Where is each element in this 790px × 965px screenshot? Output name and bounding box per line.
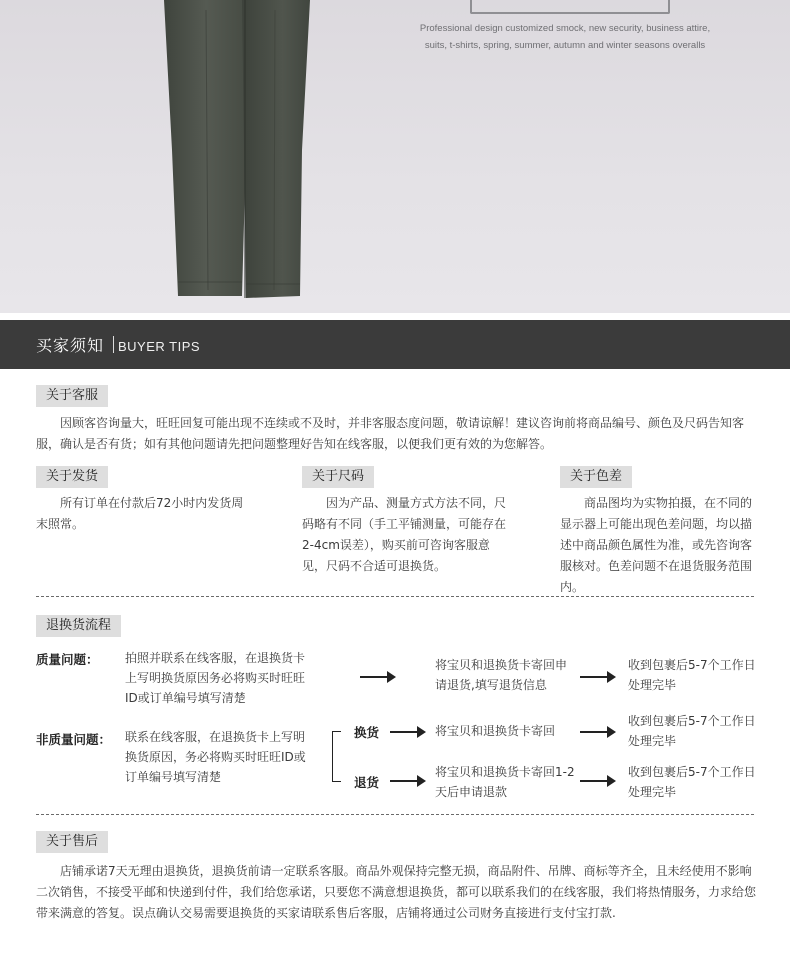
branch-bracket: [332, 731, 341, 782]
arrow-right-icon: [580, 726, 616, 738]
shipping-text: 所有订单在付款后72小时内发货周末照常。: [36, 496, 244, 531]
dashed-divider: [36, 596, 754, 597]
caption-frame: [470, 0, 670, 14]
buyer-tips-banner: [0, 320, 790, 369]
banner-title-cn: 买家须知: [36, 336, 105, 355]
size-text: 因为产品、测量方式方法不同，尺码略有不同（手工平铺测量，可能存在2-4cm误差），购买前可咨询客服意见，尺码不合适可退换货。: [302, 496, 507, 573]
product-photo: [0, 0, 790, 313]
arrow-right-icon: [390, 775, 426, 787]
refund-label: 退货: [354, 775, 380, 790]
banner-title-en: BUYER TIPS: [118, 339, 201, 354]
refund-step2: 将宝贝和退换货卡寄回1-2天后申请退款: [435, 765, 575, 799]
arrow-right-icon: [390, 726, 426, 738]
product-caption: Professional design customized smock, new security, business attire, suits, t-shirts, spring, summer, autumn and winter seasons overalls: [419, 23, 711, 51]
dashed-divider: [36, 814, 754, 815]
customer-service-text: 因顾客咨询量大，旺旺回复可能出现不连续或不及时，并非客服态度问题，敬请谅解！建议咨询前将商品编号、颜色及尺码告知客服，确认是否有货；如有其他问题请先把问题整理好告知在线客服，以便我们更有效的为您解答。: [36, 416, 745, 451]
quality-issue-step3: 收到包裹后5-7个工作日处理完毕: [628, 658, 756, 692]
arrow-right-icon: [580, 775, 616, 787]
quality-issue-label: 质量问题：: [36, 652, 99, 667]
size-tag: 关于尺码: [302, 466, 374, 488]
divider: [0, 313, 790, 320]
after-sales-tag: 关于售后: [36, 831, 108, 853]
arrow-right-icon: [580, 671, 616, 683]
quality-issue-step2: 将宝贝和退换货卡寄回申请退货,填写退货信息: [435, 658, 568, 692]
arrow-right-icon: [360, 671, 396, 683]
exchange-step2: 将宝贝和退换货卡寄回: [435, 724, 556, 738]
exchange-label: 换货: [354, 725, 380, 740]
customer-service-tag: 关于客服: [36, 385, 108, 407]
non-quality-issue-label: 非质量问题：: [36, 732, 112, 747]
refund-step3: 收到包裹后5-7个工作日处理完毕: [628, 765, 756, 799]
banner-divider: [113, 336, 114, 353]
color-difference-tag: 关于色差: [560, 466, 632, 488]
exchange-step3: 收到包裹后5-7个工作日处理完毕: [628, 714, 756, 748]
pants-image: [150, 0, 340, 300]
non-quality-issue-desc: 联系在线客服，在退换货卡上写明换货原因，务必将购买时旺旺ID或订单编号填写清楚: [125, 730, 306, 784]
after-sales-text: 店铺承诺7天无理由退换货，退换货前请一定联系客服。商品外观保持完整无损，商品附件、吊牌、商标等齐全，且未经使用不影响二次销售，不接受平邮和快递到付件，我们给您承诺，只要您不满意想退换货，都可以联系我们的在线客服，我们将热情服务，力求给您带来满意的答复。误点确认交易需要退换货的买家请联系售后客服，店铺将通过公司财务直接进行支付宝打款.: [36, 864, 757, 920]
quality-issue-desc: 拍照并联系在线客服，在退换货卡上写明换货原因务必将购买时旺旺ID或订单编号填写清楚: [125, 651, 306, 705]
shipping-tag: 关于发货: [36, 466, 108, 488]
return-flow-tag: 退换货流程: [36, 615, 121, 637]
color-difference-text: 商品图均为实物拍摄，在不同的显示器上可能出现色差问题，均以描述中商品颜色属性为准，或先咨询客服核对。色差问题不在退货服务范围内。: [560, 496, 753, 594]
